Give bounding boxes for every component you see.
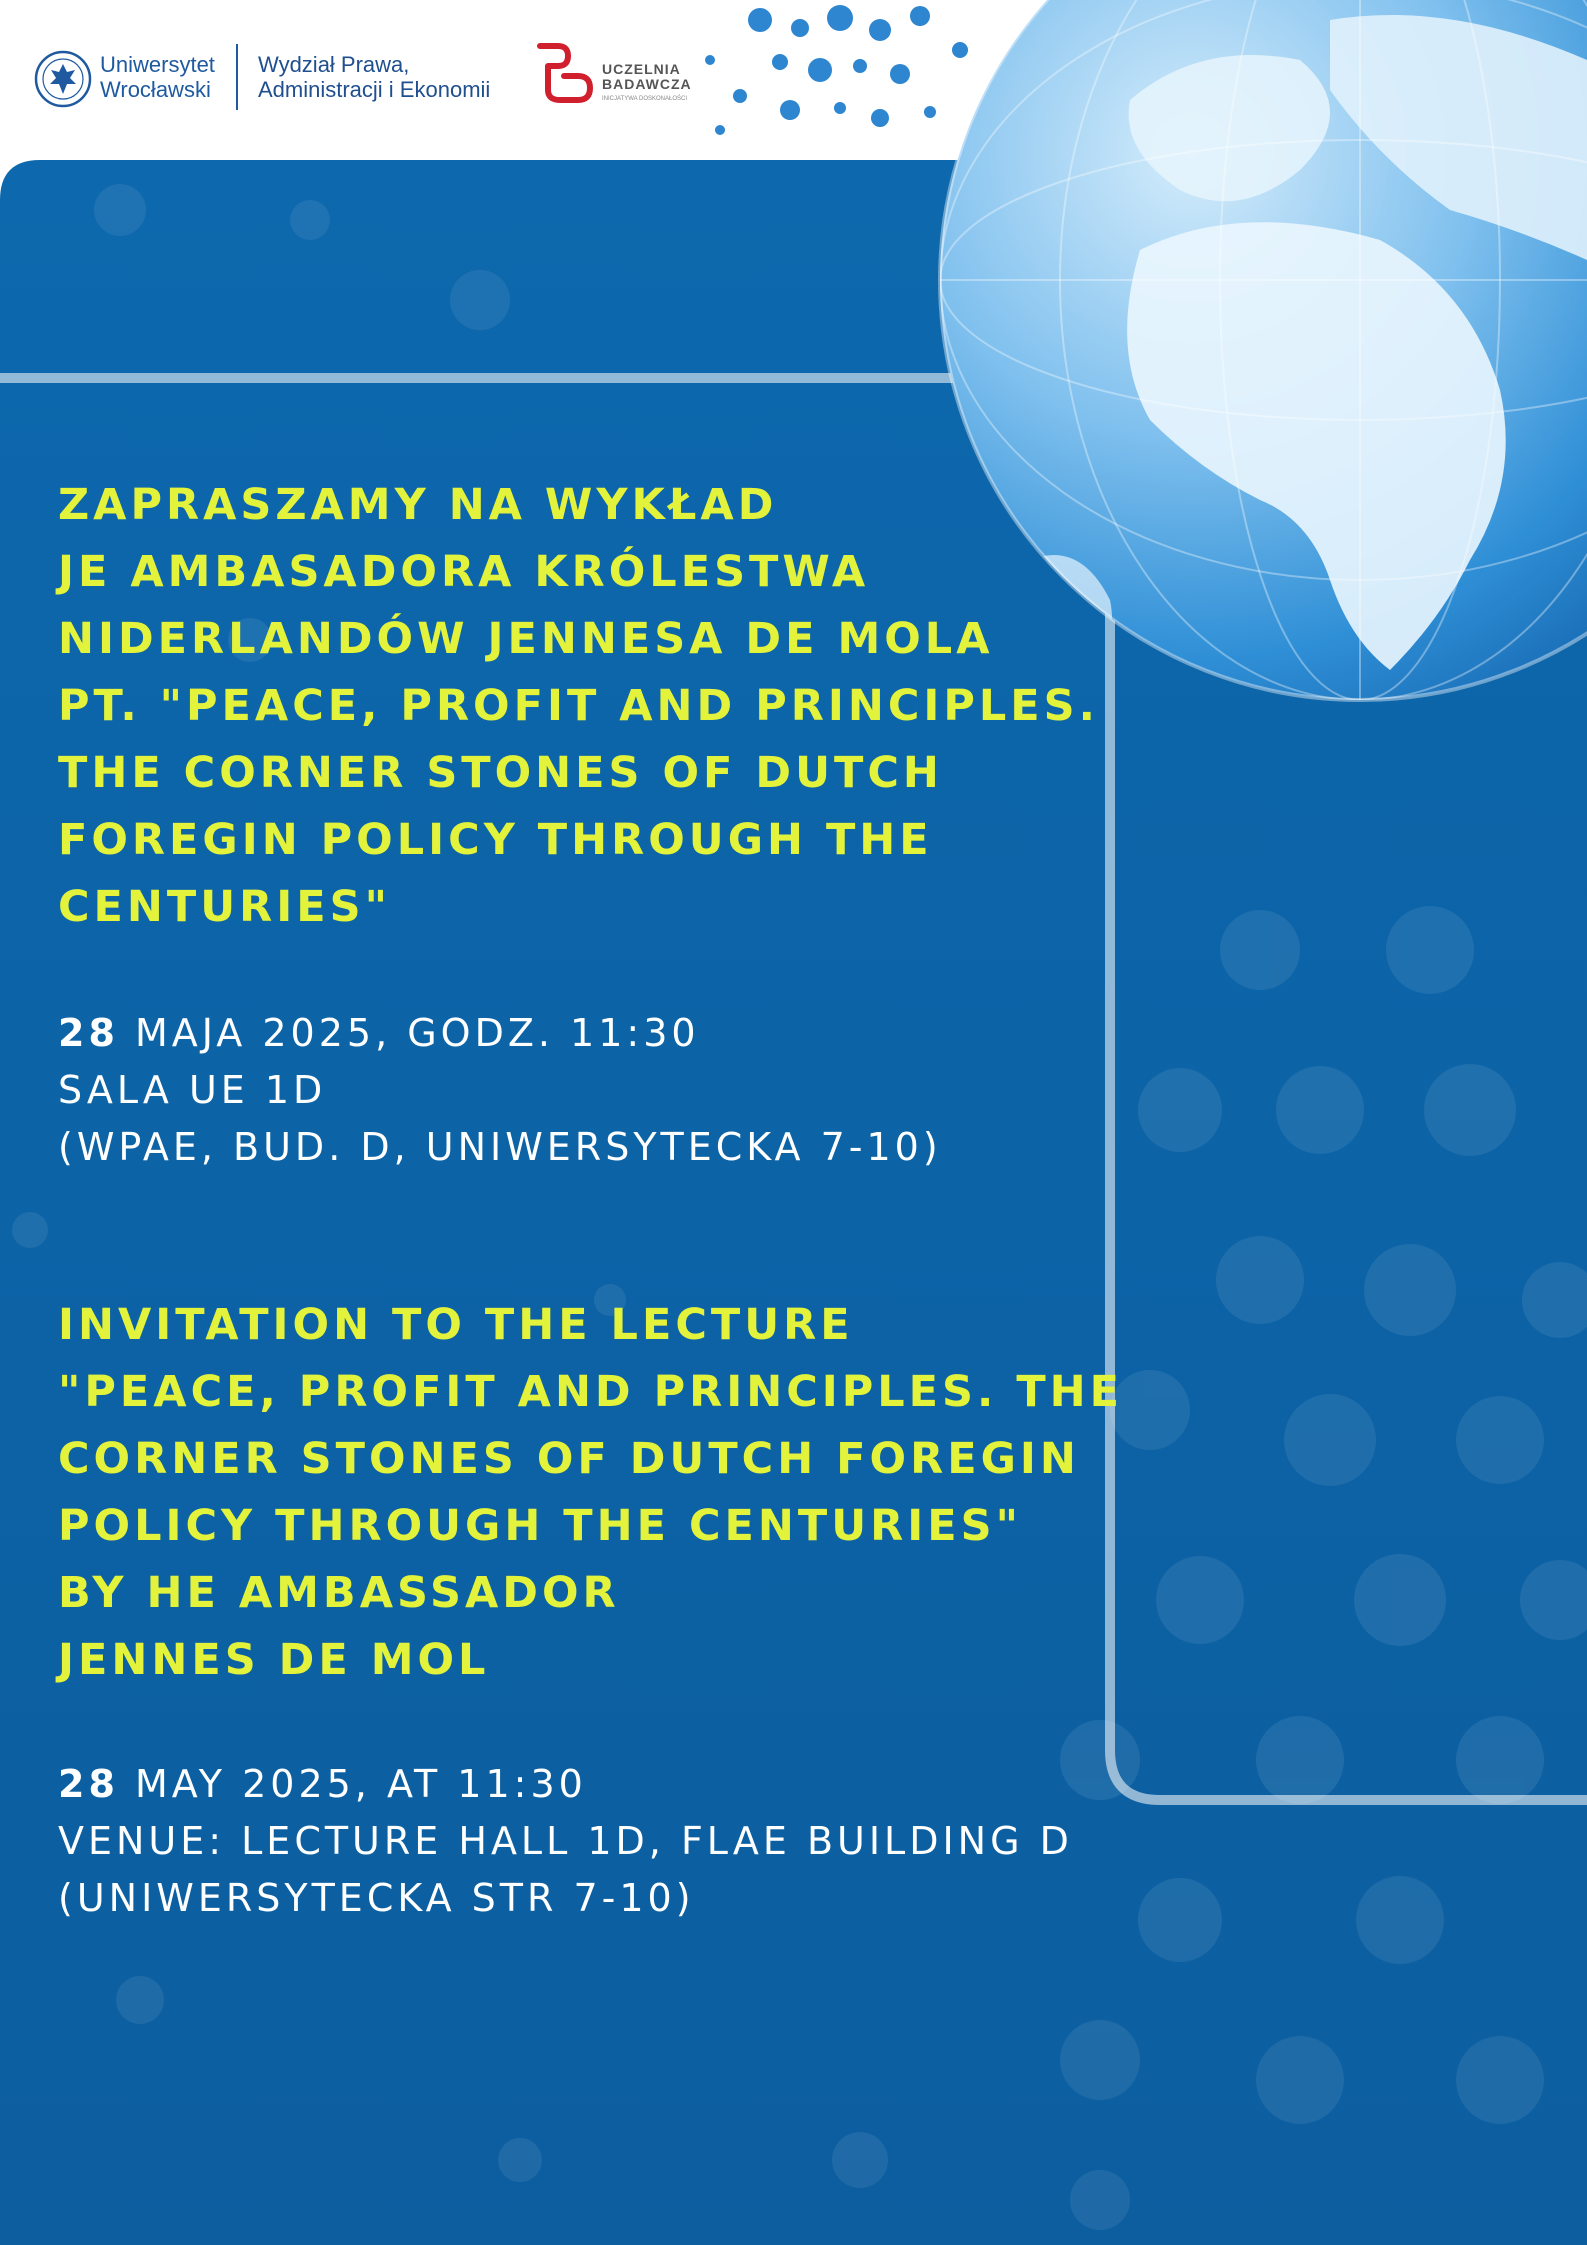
english-address: (UNIWERSYTECKA STR 7-10): [58, 1876, 695, 1920]
polish-date: 28 MAJA 2025, GODZ. 11:30: [58, 1011, 700, 1055]
research-badge-text: UCZELNIA BADAWCZA: [602, 61, 692, 93]
polish-headline: ZAPRASZAMY NA WYKŁAD JE AMBASADORA KRÓLESTWA NIDERLANDÓW JENNESA DE MOLA PT. "PEACE, PROFIT AND PRINCIPLES. THE CORNER STONES OF DUTCH FOREGIN POLICY THROUGH THE CENTURIES": [58, 480, 1099, 932]
polish-event-details: [58, 1005, 942, 1176]
english-date: 28 MAY 2025, AT 11:30: [58, 1762, 587, 1806]
english-headline: INVITATION TO THE LECTURE "PEACE, PROFIT AND PRINCIPLES. THE CORNER STONES OF DUTCH FOREGIN POLICY THROUGH THE CENTURIES" BY HE AMBASSADOR JENNES DE MOL: [58, 1300, 1124, 1685]
header: [0, 0, 1000, 160]
university-seal-icon: [34, 50, 92, 108]
polish-room: SALA UE 1D: [58, 1068, 327, 1112]
faculty-name: Wydział Prawa, Administracji i Ekonomii: [258, 52, 491, 103]
english-venue: VENUE: LECTURE HALL 1D, FLAE BUILDING D: [58, 1819, 1073, 1863]
logo-separator: [236, 44, 238, 110]
polish-address: (WPAE, BUD. D, UNIWERSYTECKA 7-10): [58, 1125, 942, 1169]
english-event-details: [58, 1756, 1073, 1927]
research-badge-subtitle: INICJATYWA DOSKONAŁOŚCI: [602, 96, 688, 102]
uczelnia-badawcza-icon: [534, 40, 596, 106]
university-name: Uniwersytet Wrocławski: [100, 52, 215, 103]
